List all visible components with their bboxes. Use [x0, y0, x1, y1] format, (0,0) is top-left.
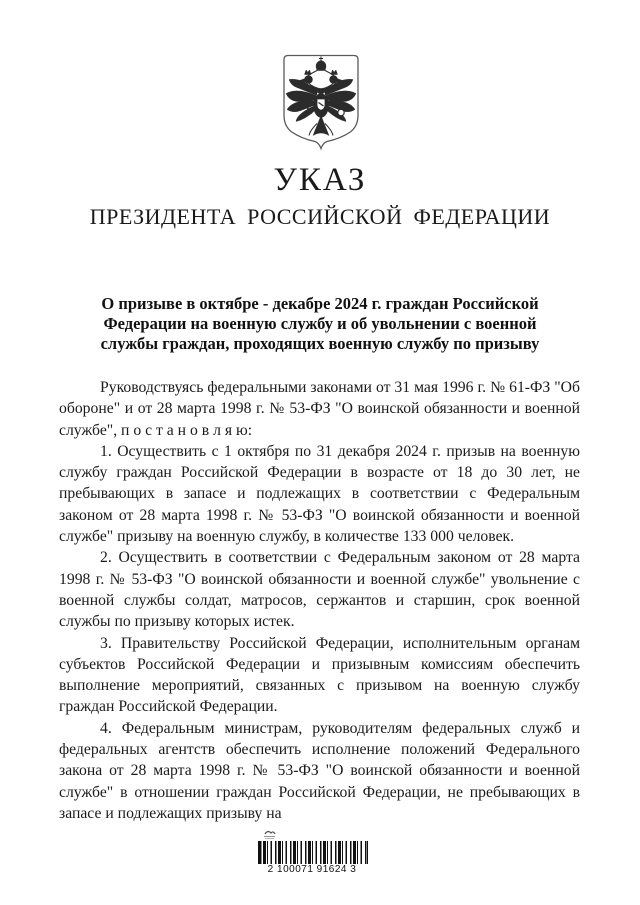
- publisher-mark-icon: [262, 829, 278, 840]
- paragraph-item-4: 4. Федеральным министрам, руководителям федеральных служб и федеральных агентств обеспечить исполнение положений Федерального закона от 28 марта 1998 г. № 53-ФЗ "О воинской обязанности и военной службе" в отношении граждан Российской Федерации, не пребывающих в запасе и подлежащих призыву на: [59, 719, 580, 822]
- title-line: О призыве в октябре - декабре 2024 г. граждан Российской: [101, 294, 539, 313]
- decree-body: [59, 377, 580, 824]
- barcode: [258, 841, 368, 864]
- document-type-heading: УКАЗ: [273, 162, 367, 198]
- paragraph-item-2: 2. Осуществить в соответствии с Федеральным законом от 28 марта 1998 г. № 53-ФЗ "О воинской обязанности и военной службе" увольнение с военной службы солдат, матросов, сержантов и старшин, срок военной службы по призыву которых истек.: [59, 549, 580, 631]
- paragraph-item-1: 1. Осуществить с 1 октября по 31 декабря 2024 г. призыв на военную службу граждан Российской Федерации в возрасте от 18 до 30 лет, не пребывающих в запасе и подлежащих в соответствии с Федеральным законом от 28 марта 1998 г. № 53-ФЗ "О воинской обязанности и военной службе" призыву на военную службу, в количестве 133 000 человек.: [59, 442, 580, 546]
- title-line: Федерации на военную службу и об увольнении с военной: [103, 314, 537, 333]
- coat-of-arms-icon: [281, 53, 361, 152]
- decree-title: [60, 294, 580, 354]
- title-line: службы граждан, проходящих военную службу по призыву: [100, 334, 540, 353]
- paragraph-item-3: 3. Правительству Российской Федерации, исполнительным органам субъектов Российской Федерации и призывным комиссиям обеспечить выполнение мероприятий, связанных с призывом на военную службу граждан Российской Федерации.: [59, 634, 580, 716]
- paragraph-preamble: Руководствуясь федеральными законами от 31 мая 1996 г. № 61-ФЗ "Об обороне" и от 28 марта 1998 г. № 53-ФЗ "О воинской обязанности и военной службе", п о с т а н о в л я ю:: [59, 379, 580, 439]
- issuer-heading: ПРЕЗИДЕНТА РОССИЙСКОЙ ФЕДЕРАЦИИ: [89, 204, 551, 229]
- barcode-digits: 2 100071 91624 3: [267, 864, 357, 875]
